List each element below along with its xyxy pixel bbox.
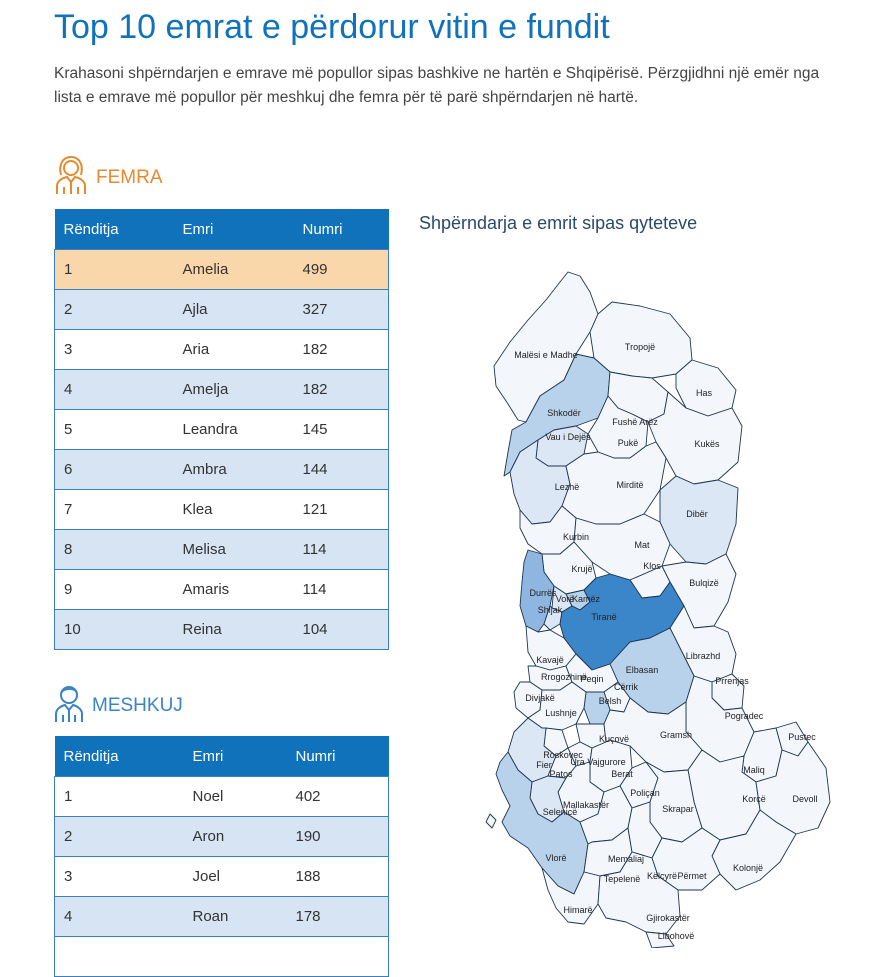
male-section-label: MESHKUJ (92, 694, 183, 716)
rank-cell: 10 (55, 610, 174, 650)
map-label: Tropojë (624, 342, 656, 352)
map-label: Librazhd (685, 651, 721, 661)
map-title: Shpërndarja e emrit sipas qyteteve (419, 213, 698, 233)
male-row-1[interactable] (55, 777, 389, 817)
count-cell: 190 (287, 817, 389, 857)
rank-cell: 1 (55, 777, 184, 817)
map-label: Roskovec (543, 750, 583, 760)
count-cell: 121 (294, 490, 389, 530)
map-label: Vorë (555, 594, 575, 604)
map-label: Skrapar (662, 804, 694, 814)
female-row-6[interactable] (55, 450, 389, 490)
map-label: Pogradec (724, 711, 764, 721)
female-section-label: FEMRA (96, 166, 163, 188)
map-label: Maliq (743, 765, 765, 775)
map-label: Vau i Dejës (545, 432, 591, 442)
map-label: Tiranë (591, 612, 617, 622)
male-row-4[interactable] (55, 897, 389, 937)
male-row-2[interactable] (55, 817, 389, 857)
map-label: Prrenjas (715, 676, 749, 686)
female-row-3[interactable] (55, 330, 389, 370)
count-cell: 188 (287, 857, 389, 897)
female-row-8[interactable] (55, 530, 389, 570)
female-row-7[interactable] (55, 490, 389, 530)
map-label: Kuçovë (598, 734, 630, 744)
rank-cell: 7 (55, 490, 174, 530)
female-row-10[interactable] (55, 610, 389, 650)
map-label: Korçë (742, 794, 766, 804)
map-label: Fier (536, 760, 552, 770)
count-cell: 402 (287, 777, 389, 817)
region-islet (486, 814, 496, 828)
male-person-icon (54, 683, 84, 728)
name-cell: Klea (174, 490, 294, 530)
rank-cell: 2 (55, 290, 174, 330)
map-label: Kavajë (536, 655, 564, 665)
female-names-table (54, 209, 389, 650)
map-label: Devoll (792, 794, 818, 804)
name-cell (184, 937, 287, 977)
name-cell: Noel (184, 777, 287, 817)
male-row-5[interactable] (55, 937, 389, 977)
column-header-count: Numri (287, 736, 389, 777)
map-label: Klos (643, 561, 661, 571)
rank-cell: 1 (55, 250, 174, 290)
map-label: Gramsh (659, 730, 693, 740)
map-label: Rrogozhinë (540, 672, 588, 682)
map-label: Lushnje (545, 708, 577, 718)
map-label: Malësi e Madhe (514, 350, 578, 360)
map-label: Bulqizë (689, 578, 719, 588)
rank-cell (55, 937, 184, 977)
map-label: Fushë Arëz (612, 417, 658, 427)
rank-cell: 2 (55, 817, 184, 857)
rank-cell: 3 (55, 857, 184, 897)
name-cell: Aron (184, 817, 287, 857)
female-row-4[interactable] (55, 370, 389, 410)
page-title: Top 10 emrat e përdorur vitin e fundit (54, 8, 610, 46)
name-cell: Amelia (174, 250, 294, 290)
map-label: Mallakastër (562, 800, 610, 810)
map-label: Selenicë (542, 807, 578, 817)
column-header-name: Emri (184, 736, 287, 777)
name-cell: Reina (174, 610, 294, 650)
region-tropoje[interactable] (590, 302, 692, 378)
map-label: Kurbin (562, 532, 590, 542)
map-label: Libohovë (657, 931, 695, 941)
name-cell: Aria (174, 330, 294, 370)
map-label: Mat (634, 540, 650, 550)
name-cell: Amelja (174, 370, 294, 410)
map-label: Patos (549, 769, 573, 779)
name-cell: Melisa (174, 530, 294, 570)
map-label: Kamëz (571, 594, 601, 604)
rank-cell: 8 (55, 530, 174, 570)
map-label: Divjakë (525, 693, 555, 703)
map-label: Lezhë (554, 482, 580, 492)
name-cell: Roan (184, 897, 287, 937)
map-label: Belsh (598, 696, 622, 706)
map-label: Memaliaj (607, 854, 645, 864)
map-label: Dibër (686, 509, 708, 519)
map-label: Tepelenë (603, 874, 641, 884)
female-row-2[interactable] (55, 290, 389, 330)
map-label: Krujë (571, 564, 593, 574)
rank-cell: 5 (55, 410, 174, 450)
map-label: Poliçan (630, 788, 660, 798)
map-label: Gjirokastër (646, 913, 690, 923)
map-label: Pukë (617, 438, 639, 448)
name-cell: Ambra (174, 450, 294, 490)
male-section-header (54, 683, 183, 728)
count-cell: 145 (294, 410, 389, 450)
count-cell: 499 (294, 250, 389, 290)
map-label: Shijak (537, 605, 563, 615)
page-intro: Krahasoni shpërndarjen e emrave më popullor sipas bashkive ne hartën e Shqipërisë. Përzgjidhni një emër nga lista e emrave më popullor për meshkuj dhe femra për të parë shpërndarjen në hartë. (54, 65, 820, 106)
region-diber[interactable] (660, 476, 738, 564)
column-header-rank: Rënditja (55, 736, 184, 777)
female-row-5[interactable] (55, 410, 389, 450)
rank-cell: 6 (55, 450, 174, 490)
column-header-name: Emri (174, 209, 294, 250)
female-section-header (54, 155, 163, 200)
map-label: Himarë (563, 905, 593, 915)
map-label: Berat (611, 769, 633, 779)
map-label: Këlcyrë (646, 871, 678, 881)
count-cell: 114 (294, 570, 389, 610)
map-label: Kolonjë (732, 863, 764, 873)
map-label: Vlorë (545, 853, 567, 863)
map-label: Shkodër (547, 408, 581, 418)
map-label: Përmet (677, 871, 707, 881)
count-cell: 182 (294, 370, 389, 410)
count-cell: 104 (294, 610, 389, 650)
count-cell: 144 (294, 450, 389, 490)
name-cell: Amaris (174, 570, 294, 610)
rank-cell: 9 (55, 570, 174, 610)
albania-map (480, 262, 840, 948)
map-label: Kukës (694, 439, 720, 449)
rank-cell: 3 (55, 330, 174, 370)
map-label: Cërrik (614, 682, 638, 692)
count-cell: 327 (294, 290, 389, 330)
male-names-table (54, 736, 389, 977)
count-cell: 182 (294, 330, 389, 370)
name-cell: Joel (184, 857, 287, 897)
male-row-3[interactable] (55, 857, 389, 897)
count-cell: 114 (294, 530, 389, 570)
map-label: Pustec (788, 732, 816, 742)
count-cell (287, 937, 389, 977)
female-row-9[interactable] (55, 570, 389, 610)
count-cell: 178 (287, 897, 389, 937)
column-header-rank: Rënditja (55, 209, 174, 250)
map-label: Peqin (580, 674, 604, 684)
female-person-icon (54, 155, 88, 200)
map-label: Has (695, 388, 713, 398)
map-label: Durrës (529, 588, 557, 598)
female-row-1[interactable] (55, 250, 389, 290)
map-label: Ura Vajgurore (570, 757, 626, 767)
name-cell: Leandra (174, 410, 294, 450)
rank-cell: 4 (55, 370, 174, 410)
rank-cell: 4 (55, 897, 184, 937)
column-header-count: Numri (294, 209, 389, 250)
map-label: Mirditë (616, 480, 644, 490)
name-cell: Ajla (174, 290, 294, 330)
map-label: Elbasan (625, 665, 659, 675)
